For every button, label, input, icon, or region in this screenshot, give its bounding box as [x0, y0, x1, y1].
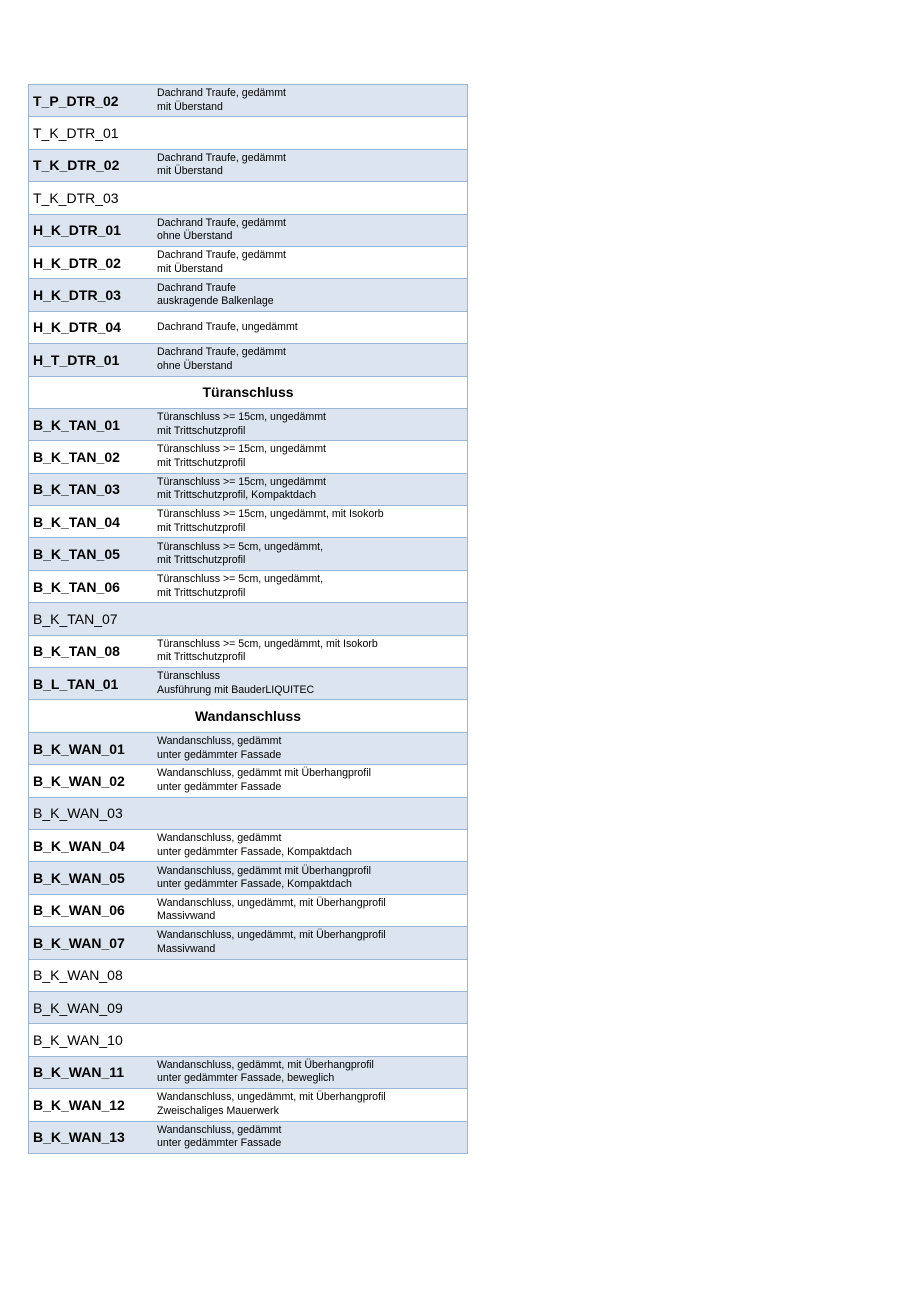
table-row: [28, 927, 468, 959]
detail-code: B_K_WAN_03: [33, 805, 123, 822]
detail-code: B_K_WAN_07: [33, 934, 125, 951]
table-row: [28, 992, 468, 1024]
detail-description: Dachrand Traufe auskragende Balkenlage: [157, 281, 274, 308]
detail-code: T_K_DTR_01: [33, 125, 119, 142]
detail-code: T_K_DTR_02: [33, 157, 120, 174]
detail-description: Wandanschluss, gedämmt unter gedämmter Fassade: [157, 1123, 282, 1150]
detail-code: B_K_WAN_01: [33, 740, 125, 757]
detail-description: Dachrand Traufe, gedämmt ohne Überstand: [157, 216, 286, 243]
detail-description: Wandanschluss, gedämmt, mit Überhangprofil unter gedämmter Fassade, beweglich: [157, 1058, 374, 1085]
detail-code: B_K_WAN_11: [33, 1064, 125, 1081]
table-row: [28, 636, 468, 668]
detail-code: T_P_DTR_02: [33, 92, 119, 109]
detail-description: Türanschluss >= 15cm, ungedämmt mit Trittschutzprofil, Kompaktdach: [157, 475, 326, 502]
detail-code: B_K_WAN_08: [33, 967, 123, 984]
detail-description: Türanschluss >= 5cm, ungedämmt, mit Isokorb mit Trittschutzprofil: [157, 637, 378, 664]
table-row: [28, 1024, 468, 1056]
detail-description: Türanschluss >= 15cm, ungedämmt mit Trittschutzprofil: [157, 411, 326, 437]
table-row: [28, 1122, 468, 1154]
table-row: [28, 798, 468, 830]
detail-code: B_K_WAN_06: [33, 902, 125, 919]
table-row: [28, 506, 468, 538]
table-row: [28, 668, 468, 700]
table-row: [28, 247, 468, 279]
detail-description: Türanschluss >= 5cm, ungedämmt, mit Trittschutzprofil: [157, 573, 324, 599]
section-header: [28, 700, 468, 732]
table-row: [28, 571, 468, 603]
detail-description: Türanschluss >= 15cm, ungedämmt mit Trittschutzprofil: [157, 443, 326, 469]
detail-code: B_K_WAN_04: [33, 837, 125, 854]
detail-code: B_K_TAN_08: [33, 643, 120, 660]
detail-code: B_K_TAN_01: [33, 416, 120, 433]
detail-code: B_L_TAN_01: [33, 675, 119, 692]
detail-description: Wandanschluss, gedämmt mit Überhangprofil unter gedämmter Fassade: [157, 767, 371, 793]
detail-description: Dachrand Traufe, gedämmt ohne Überstand: [157, 346, 286, 372]
table-row: [28, 85, 468, 117]
detail-description: Dachrand Traufe, gedämmt mit Überstand: [157, 151, 286, 178]
table-row: [28, 960, 468, 992]
table-row: [28, 344, 468, 376]
detail-code: B_K_TAN_07: [33, 610, 118, 627]
detail-code: H_K_DTR_04: [33, 319, 121, 336]
table-row: [28, 733, 468, 765]
detail-description: Wandanschluss, ungedämmt, mit Überhangprofil Massivwand: [157, 929, 386, 955]
detail-code: T_K_DTR_03: [33, 189, 119, 206]
detail-description: Wandanschluss, ungedämmt, mit Überhangprofil Zweischaliges Mauerwerk: [157, 1091, 386, 1117]
table-row: [28, 538, 468, 570]
detail-code: B_K_WAN_13: [33, 1129, 125, 1146]
detail-code: B_K_TAN_04: [33, 513, 120, 530]
section-header: [28, 377, 468, 409]
section-title: Wandanschluss: [194, 708, 302, 725]
detail-code: B_K_TAN_05: [33, 546, 120, 563]
detail-code: H_K_DTR_02: [33, 254, 121, 271]
detail-description: Wandanschluss, ungedämmt, mit Überhangprofil Massivwand: [157, 896, 386, 923]
detail-table: [28, 84, 468, 1154]
table-row: [28, 215, 468, 247]
detail-code: B_K_WAN_02: [33, 772, 125, 789]
table-row: [28, 1057, 468, 1089]
table-row: [28, 765, 468, 797]
table-row: [28, 312, 468, 344]
table-row: [28, 1089, 468, 1121]
detail-code: H_T_DTR_01: [33, 351, 120, 368]
table-row: [28, 117, 468, 149]
detail-description: Türanschluss >= 5cm, ungedämmt, mit Trittschutzprofil: [157, 540, 324, 567]
section-title: Türanschluss: [202, 384, 294, 401]
table-row: [28, 474, 468, 506]
table-row: [28, 441, 468, 473]
detail-code: B_K_WAN_09: [33, 999, 123, 1016]
detail-description: Wandanschluss, gedämmt unter gedämmter Fassade: [157, 735, 282, 761]
detail-code: B_K_WAN_12: [33, 1096, 125, 1113]
table-row: [28, 150, 468, 182]
detail-code: B_K_TAN_03: [33, 481, 120, 498]
detail-code: B_K_WAN_05: [33, 870, 125, 887]
detail-description: Wandanschluss, gedämmt mit Überhangprofil unter gedämmter Fassade, Kompaktdach: [157, 864, 371, 891]
detail-code: H_K_DTR_01: [33, 222, 121, 239]
detail-description: Dachrand Traufe, gedämmt mit Überstand: [157, 249, 286, 275]
table-row: [28, 279, 468, 311]
detail-code: B_K_WAN_10: [33, 1032, 123, 1049]
detail-code: B_K_TAN_06: [33, 578, 120, 595]
table-row: [28, 603, 468, 635]
table-row: [28, 895, 468, 927]
detail-code: B_K_TAN_02: [33, 448, 120, 465]
detail-description: Türanschluss >= 15cm, ungedämmt, mit Isokorb mit Trittschutzprofil: [157, 508, 384, 534]
table-row: [28, 862, 468, 894]
detail-description: Dachrand Traufe, ungedämmt: [157, 320, 298, 333]
detail-description: Dachrand Traufe, gedämmt mit Überstand: [157, 87, 286, 113]
table-row: [28, 409, 468, 441]
detail-description: Türanschluss Ausführung mit BauderLIQUITEC: [157, 670, 315, 696]
table-row: [28, 182, 468, 214]
detail-code: H_K_DTR_03: [33, 287, 121, 304]
table-row: [28, 830, 468, 862]
detail-description: Wandanschluss, gedämmt unter gedämmter Fassade, Kompaktdach: [157, 832, 352, 858]
